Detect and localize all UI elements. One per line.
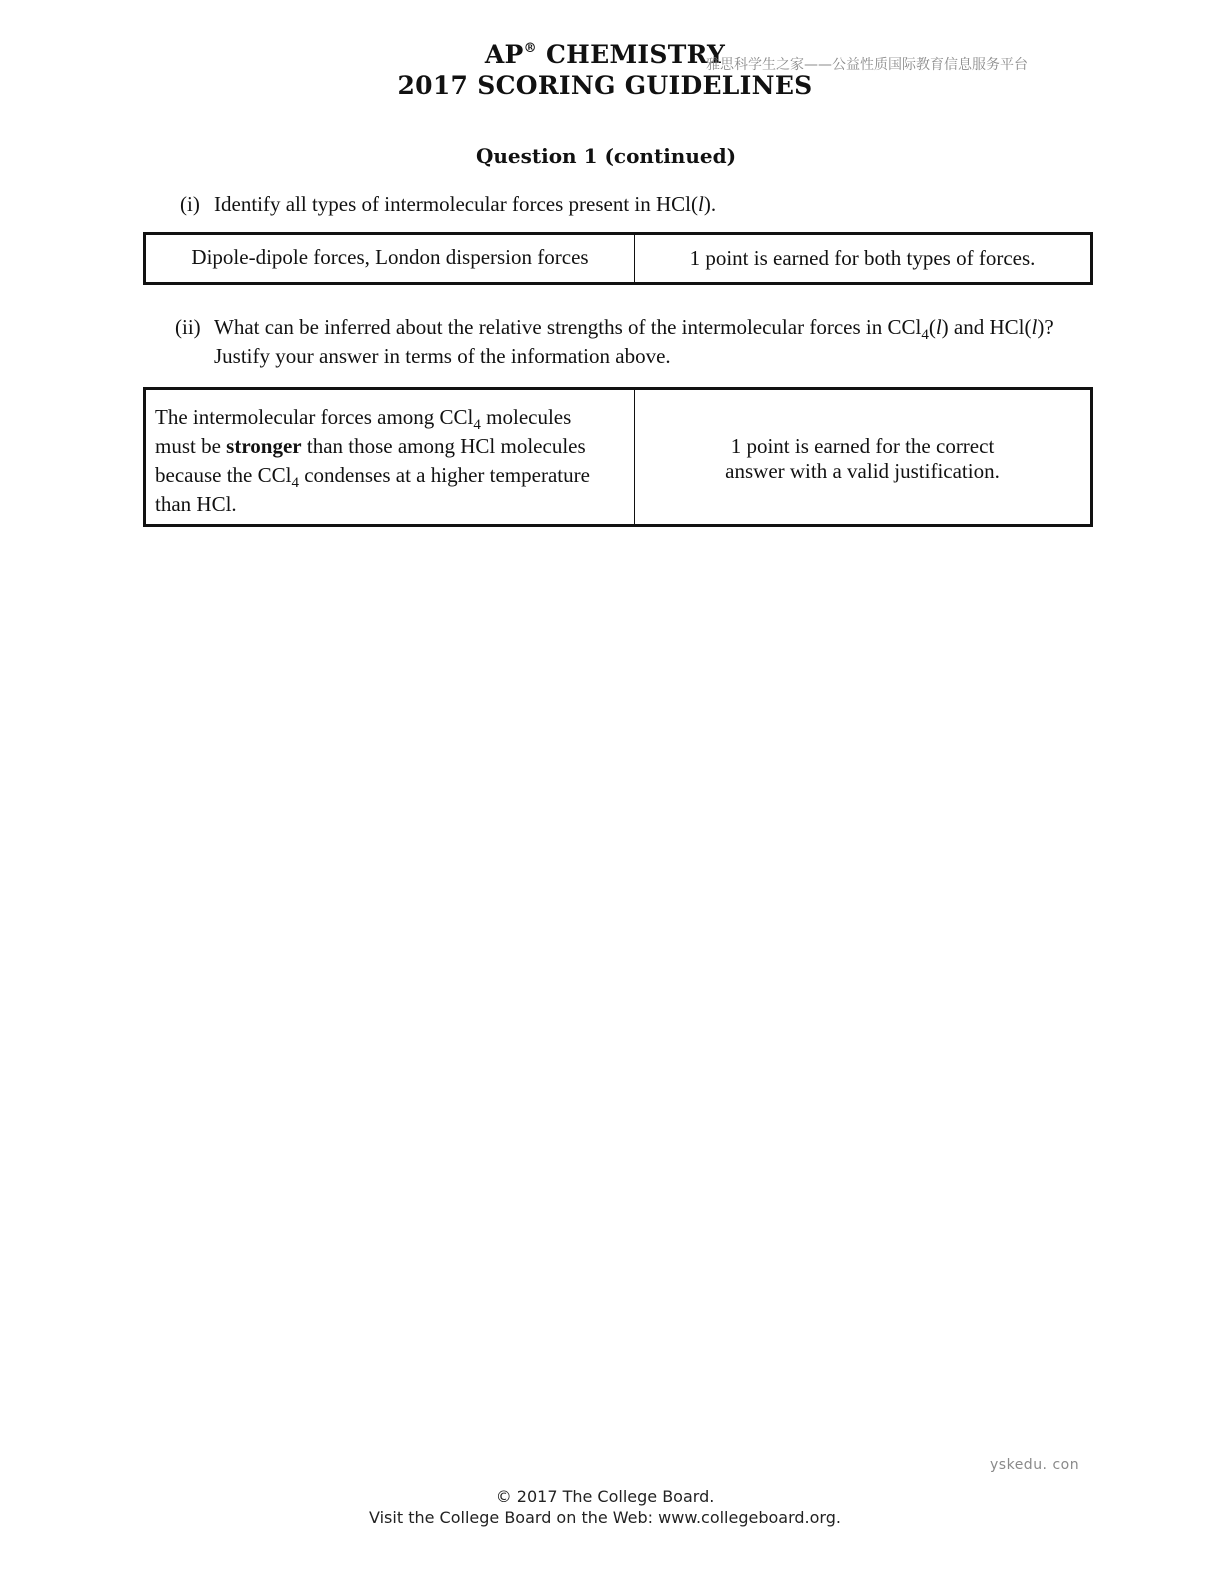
answer-text-3: must be <box>155 434 227 458</box>
part-i-prompt-text: Identify all types of intermolecular forces present in HCl( <box>214 192 699 216</box>
part-ii-answer-cell <box>146 390 635 524</box>
answer-sub-1: 4 <box>473 417 481 433</box>
title-subject: CHEMISTRY <box>536 40 726 69</box>
part-ii-points-line2: answer with a valid justification. <box>725 459 1000 483</box>
part-ii-prompt-l1: l <box>935 315 942 339</box>
registered-mark: ® <box>523 41 537 56</box>
part-ii-prompt <box>175 313 1115 371</box>
answer-text-4: than those among HCl molecules <box>301 434 586 458</box>
part-ii-number: (ii) <box>175 315 201 339</box>
copyright-line: © 2017 The College Board. <box>495 1487 715 1506</box>
answer-text-6: condenses at a higher temperature <box>298 463 590 487</box>
question-title: Question 1 (continued) <box>475 144 737 168</box>
answer-sub-2: 4 <box>291 475 299 491</box>
part-i-prompt-italic: l <box>698 192 704 216</box>
part-ii-points-cell <box>635 390 1090 524</box>
answer-text-1: The intermolecular forces among CCl <box>155 405 474 429</box>
watermark-top: 雅思科学生之家——公益性质国际教育信息服务平台 <box>706 57 1028 73</box>
part-i-points: 1 point is earned for both types of forces. <box>689 245 1036 270</box>
answer-text-5: because the CCl <box>155 463 292 487</box>
page-header <box>0 40 1210 100</box>
part-ii-prompt-line2: Justify your answer in terms of the information above. <box>214 344 671 368</box>
answer-bold-stronger: stronger <box>226 434 302 458</box>
part-ii-prompt-body <box>214 313 1115 371</box>
watermark-bottom: yskedu. con <box>990 1457 1080 1473</box>
answer-text-7: than HCl. <box>155 492 237 516</box>
part-i-answer-cell <box>146 235 635 282</box>
part-ii-points <box>725 434 1000 484</box>
part-i-points-cell <box>635 235 1090 282</box>
website-line: Visit the College Board on the Web: www.collegeboard.org. <box>369 1508 841 1527</box>
part-i-scoring-table <box>143 232 1093 285</box>
document-subtitle: 2017 SCORING GUIDELINES <box>397 71 813 100</box>
title-ap: AP <box>484 40 524 69</box>
answer-text-2: molecules <box>480 405 572 429</box>
part-ii-prompt-sub: 4 <box>921 327 929 343</box>
part-ii-prompt-d: )? <box>1037 315 1054 339</box>
document-title <box>0 40 1210 69</box>
part-i-number: (i) <box>180 192 200 216</box>
part-ii-prompt-c: ) and HCl( <box>941 315 1032 339</box>
part-i-answer: Dipole-dipole forces, London dispersion forces <box>191 244 589 269</box>
part-ii-prompt-l2: l <box>1031 315 1038 339</box>
part-ii-prompt-a: What can be inferred about the relative strengths of the intermolecular forces in CCl <box>214 315 922 339</box>
part-ii-scoring-table <box>143 387 1093 527</box>
page-footer <box>0 1486 1210 1528</box>
part-ii-prompt-b: ( <box>928 315 936 339</box>
part-i-prompt-end: ). <box>703 192 717 216</box>
part-ii-points-line1: 1 point is earned for the correct <box>730 434 995 458</box>
part-i-prompt <box>180 190 716 219</box>
